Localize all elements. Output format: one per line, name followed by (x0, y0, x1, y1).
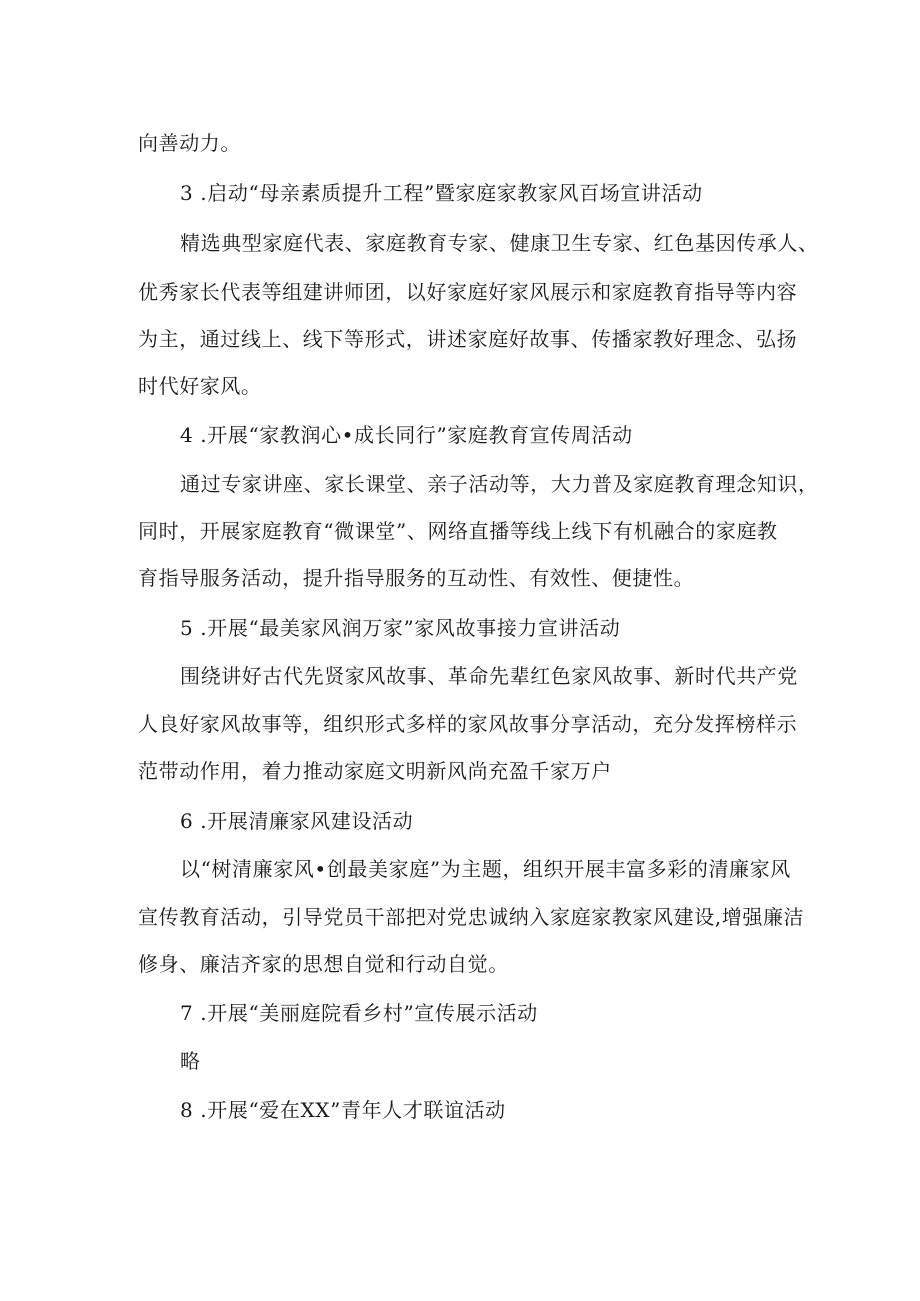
paragraph-line: 围绕讲好古代先贤家风故事、革命先辈红色家风故事、新时代共产党 (180, 664, 798, 688)
paragraph-line: 通过专家讲座、家长课堂、亲子活动等，大力普及家庭教育理念知识， (180, 472, 819, 496)
section-heading-5: 5 .开展“最美家风润万家”家风故事接力宣讲活动 (180, 616, 621, 640)
paragraph-line: 育指导服务活动，提升指导服务的互动性、有效性、便捷性。 (138, 566, 695, 590)
section-heading-7: 7 .开展“美丽庭院看乡村”宣传展示活动 (180, 1001, 538, 1025)
paragraph-line: 范带动作用，着力推动家庭文明新风尚充盈千家万户 (138, 759, 612, 783)
section-heading-3: 3 .启动“母亲素质提升工程”暨家庭家教家风百场宣讲活动 (180, 181, 703, 205)
section-heading-6: 6 .开展清廉家风建设活动 (180, 809, 414, 833)
paragraph-line: 人良好家风故事等，组织形式多样的家风故事分享活动，充分发挥榜样示 (138, 712, 798, 736)
paragraph-line: 向善动力。 (138, 131, 241, 155)
paragraph-line: 宣传教育活动，引导党员干部把对党忠诚纳入家庭家教家风建设,增强廉洁 (138, 905, 805, 929)
paragraph-line: 优秀家长代表等组建讲师团，以好家庭好家风展示和家庭教育指导等内容 (138, 280, 798, 304)
paragraph-line: 为主，通过线上、线下等形式，讲述家庭好故事、传播家教好理念、弘扬 (138, 327, 798, 351)
paragraph-line: 修身、廉洁齐家的思想自觉和行动自觉。 (138, 952, 509, 976)
paragraph-line: 时代好家风。 (138, 374, 262, 398)
paragraph-line: 精选典型家庭代表、家庭教育专家、健康卫生专家、红色基因传承人、 (180, 231, 819, 255)
paragraph-line: 同时，开展家庭教育“微课堂”、网络直播等线上线下有机融合的家庭教 (138, 519, 778, 543)
paragraph-line: 略 (180, 1049, 201, 1073)
paragraph-line: 以“树清廉家风•创最美家庭”为主题，组织开展丰富多彩的清廉家风 (180, 857, 791, 881)
section-heading-4: 4 .开展“家教润心•成长同行”家庭教育宣传周活动 (180, 423, 633, 447)
section-heading-8: 8 .开展“爱在XX”青年人才联谊活动 (180, 1098, 506, 1122)
